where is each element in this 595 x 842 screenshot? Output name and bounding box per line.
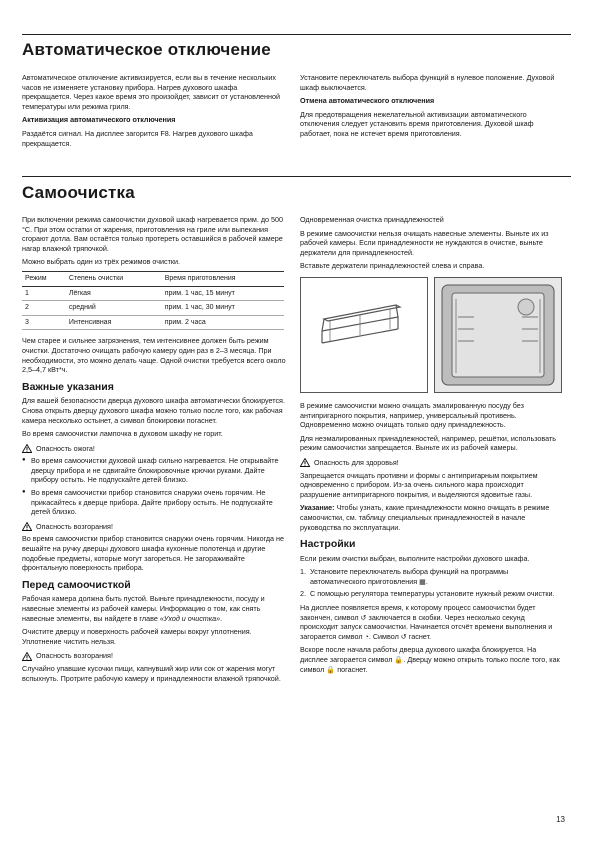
cancel-text: Для предотвращения нежелательной активизации автоматического отключения следует установить время приготовления. Духовой шкаф работает, пока не истечет время приготовления. — [300, 109, 534, 138]
cancel-heading: Отмена автоматического отключения — [300, 96, 435, 106]
settings-intro: Если режим очистки выбран, выполните настройки духового шкафа. — [300, 553, 530, 563]
list-item: ● Во время самоочистки прибор становится снаружи очень горячим. Не прикасайтесь к дверце прибора. Дайте прибору остыть. Не подпускайте детей близко. — [22, 488, 290, 517]
auto-off-intro: Автоматическое отключение активизируется, если вы в течение нескольких часов не изменяете установку прибора. Нагрев духового шкафа прекращается. Через какое время это произойдет, зависит от установленной температуры или режима гриля. — [22, 73, 280, 111]
settings-p2: Вскоре после начала работы дверца духового шкафа блокируется. На дисплее загорается символ 🔒. Дверцу можно открыть только после того, как символ 🔒 погаснет. — [300, 645, 560, 674]
illustrations — [300, 277, 565, 393]
enamel-text: В режиме самоочистки можно очищать эмалированную посуду без антипригарного покрытия, например, универсальный противень. Одновременно можно очищать только одну принадлежность. — [300, 400, 524, 430]
table-cell: средний — [66, 301, 162, 316]
self-clean-right-column — [300, 215, 565, 678]
activation-heading: Активизация автоматического отключения — [22, 115, 176, 125]
warning-triangle-icon — [300, 458, 310, 467]
note-text: Чтобы узнать, какие принадлежности можно очищать в режиме самоочистки, см. таблицу специальных принадлежностей в начале руководства по эксплуатации. — [300, 503, 550, 532]
table-cell: 3 — [22, 315, 66, 330]
health-text: Запрещается очищать противни и формы с антипригарным покрытием одновременно с прибором. Из-за очень сильного жара происходит разрушение антипригарного покрытия, и выделяются ядовитые газы. — [300, 470, 538, 499]
fire-warning — [22, 522, 290, 532]
fire2-text: Случайно упавшие кусочки пищи, капнувший жир или сок от жарения могут вспыхнуть. Протрите рабочую камеру и принадлежности влажной тряпочкой. — [22, 663, 281, 683]
table-cell: Интенсивная — [66, 315, 162, 330]
shelf-rack-illustration — [300, 277, 428, 393]
accessories-p2: Вставьте держатели принадлежностей слева и справа. — [300, 261, 485, 271]
table-cell: 2 — [22, 301, 66, 316]
switch-off-text: Установите переключатель выбора функций в нулевое положение. Духовой шкаф выключается. — [300, 73, 555, 92]
section-title-self-clean: Самоочистка — [22, 183, 135, 202]
intensity-note: Чем старее и сильнее загрязнения, тем интенсивнее должен быть режим очистки. Достаточно очищать рабочую камеру один раз в 2–3 месяца. При необходимости, это можно делать чаще. Одной очистки требуется всего около 2,5–4,7 кВт*ч. — [22, 336, 286, 375]
section-rule — [22, 176, 571, 177]
warning-triangle-icon — [22, 444, 32, 453]
step-text: Установите переключатель выбора функций на программы автоматического приготовления ▦. — [310, 567, 509, 586]
accessories-heading: Одновременная очистка принадлежностей — [300, 215, 444, 224]
auto-off-right-column — [300, 73, 565, 143]
list-item: ● Во время самоочистки духовой шкаф сильно нагревается. Не открывайте дверцу прибора и не сдвигайте блокировочные крючки руками. Дайте прибору остыть. Не подпускайте детей близко. — [22, 456, 290, 485]
self-clean-left-column — [22, 215, 290, 687]
top-rule — [22, 34, 571, 35]
table-row — [22, 315, 284, 330]
auto-off-left-column — [22, 73, 287, 152]
fire-warning-2 — [22, 651, 290, 661]
table-cell: прим. 1 час, 15 минут — [162, 286, 284, 301]
oven-cavity-illustration — [434, 277, 562, 393]
before-p1-end: . — [220, 613, 223, 623]
health-warning — [300, 458, 565, 468]
table-cell: Лёгкая — [66, 286, 162, 301]
fire-warning-label: Опасность возгорания! — [36, 521, 113, 531]
warning-triangle-icon — [22, 522, 32, 531]
important-heading: Важные указания — [22, 380, 114, 393]
settings-steps — [300, 567, 565, 599]
list-item — [300, 589, 565, 599]
warning-triangle-icon — [22, 652, 32, 661]
health-warning-label: Опасность для здоровья! — [314, 457, 399, 467]
table-header: Время приготовления — [162, 271, 284, 286]
step-text: С помощью регулятора температуры установите нужный режим очистки. — [310, 589, 555, 599]
section-title-auto-off: Автоматическое отключение — [22, 40, 271, 59]
table-row — [22, 286, 284, 301]
list-item — [300, 567, 565, 586]
care-chapter-ref: «Уход и очистка» — [159, 613, 221, 623]
levels-intro: Можно выбрать один из трёх режимов очистки. — [22, 257, 181, 267]
note — [300, 503, 565, 532]
accessories-p1: В режиме самоочистки нельзя очищать навесные элементы. Выньте их из рабочей камеры. Если принадлежности не нуждаются в очистке, выньте держатели для принадлежностей. — [300, 228, 549, 257]
burn-list — [22, 456, 290, 517]
settings-heading: Настройки — [300, 538, 356, 551]
self-clean-intro: При включении режима самоочистки духовой шкаф нагревается прим. до 500 °С. При этом остатки от жарения, приготовления на гриле или выпекания сгорают дотла. Вам остаётся только протереть оставшийся в рабочей камере нагар влажной тряпочкой. — [22, 215, 284, 253]
settings-p1: На дисплее появляется время, к которому процесс самоочистки будет закончен, символ ↺ заключается в скобки. Через несколько секунд происходит запуск самоочистки. Начинается отсчёт времени выполнения и загорается символ ◔. Символ ↺ гаснет. — [300, 603, 553, 641]
table-header: Режим — [22, 271, 66, 286]
before-heading: Перед самоочисткой — [22, 578, 131, 591]
table-cell: прим. 1 час, 30 минут — [162, 301, 284, 316]
burn-warning-label: Опасность ожога! — [36, 443, 95, 453]
non-enamel-text: Для неэмалированных принадлежностей, например, решётки, использовать режим самоочистки запрещается. Выньте их из рабочей камеры. — [300, 433, 557, 453]
step-number: 2. — [300, 589, 306, 599]
page-number: 13 — [556, 815, 565, 824]
cleaning-levels-table — [22, 271, 284, 330]
burn-warning — [22, 444, 290, 454]
activation-text: Раздаётся сигнал. На дисплее загорится F8. Нагрев духового шкафа прекращается. — [22, 128, 253, 148]
table-header-row — [22, 271, 284, 286]
fire-text: Во время самоочистки прибор становится снаружи очень горячим. Никогда не вешайте на ручку дверцы духового шкафа кухонные полотенца и другие подобные предметы, которые могут загореться. Не загораживайте фронтальную поверхность прибора. — [22, 534, 285, 573]
before-p1-text: Рабочая камера должна быть пустой. Выньте принадлежности, посуду и навесные элементы из рабочей камеры. Информацию о том, как снять навесные элементы, вы найдете в главе — [22, 594, 265, 623]
before-p2: Очистите дверцу и поверхность рабочей камеры вокруг уплотнения. Уплотнение чистить нельзя. — [22, 627, 252, 646]
important-p2: Во время самоочистки лампочка в духовом шкафу не горит. — [22, 429, 223, 439]
table-row — [22, 301, 284, 316]
table-cell: прим. 2 часа — [162, 315, 284, 330]
step-number: 1. — [300, 567, 306, 577]
table-cell: 1 — [22, 286, 66, 301]
table-header: Степень очистки — [66, 271, 162, 286]
before-p1 — [22, 594, 290, 623]
important-p1: Для вашей безопасности дверца духового шкафа автоматически блокируется. Снова открыть дверцу духового шкафа можно только после того, как рабочая камера несколько остынет, а символ блокировки погаснет. — [22, 396, 285, 425]
note-label: Указание: — [300, 503, 335, 513]
fire-warning-2-label: Опасность возгорания! — [36, 651, 113, 661]
